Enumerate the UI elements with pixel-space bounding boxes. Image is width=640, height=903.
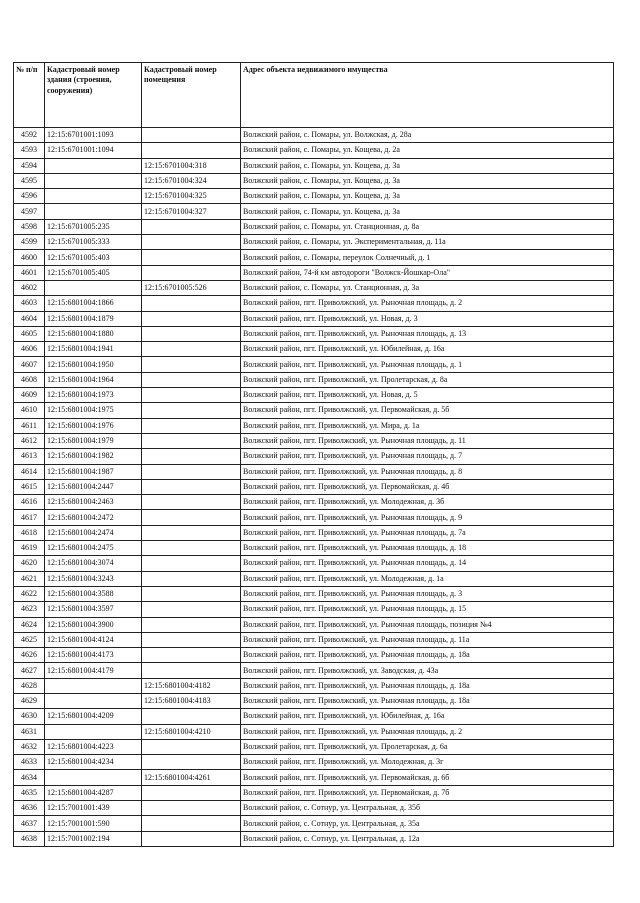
room-cadastral-cell (142, 495, 241, 510)
address-cell: Волжский район, пгт. Приволжский, ул. Рыночная площадь, д. 2 (241, 296, 614, 311)
address-cell: Волжский район, пгт. Приволжский, ул. Рыночная площадь, д. 7 (241, 449, 614, 464)
table-row (14, 693, 614, 708)
row-number: 4619 (14, 541, 45, 556)
building-cadastral-cell (45, 770, 142, 785)
room-cadastral-cell: 12:15:6801004:4183 (142, 693, 241, 708)
table-row (14, 648, 614, 663)
table-row (14, 663, 614, 678)
table-row (14, 158, 614, 173)
building-cadastral-cell: 12:15:6801004:1879 (45, 311, 142, 326)
building-cadastral-cell: 12:15:6801004:3074 (45, 556, 142, 571)
table-row (14, 173, 614, 188)
address-cell: Волжский район, пгт. Приволжский, ул. Молодежная, д. 1а (241, 571, 614, 586)
table-row (14, 280, 614, 295)
row-number: 4612 (14, 433, 45, 448)
address-cell: Волжский район, с. Помары, ул. Станционная, д. 3а (241, 280, 614, 295)
room-cadastral-cell (142, 525, 241, 540)
room-cadastral-cell: 12:15:6801004:4261 (142, 770, 241, 785)
building-cadastral-cell: 12:15:6801004:1973 (45, 388, 142, 403)
address-cell: Волжский район, пгт. Приволжский, ул. Мира, д. 1а (241, 418, 614, 433)
table-row (14, 770, 614, 785)
address-cell: Волжский район, 74-й км автодороги "Волжск-Йошкар-Ола" (241, 265, 614, 280)
address-cell: Волжский район, с. Помары, ул. Кощева, д. 3а (241, 204, 614, 219)
address-cell: Волжский район, пгт. Приволжский, ул. Рыночная площадь, д. 13 (241, 326, 614, 341)
room-cadastral-cell: 12:15:6701004:325 (142, 189, 241, 204)
table-row (14, 632, 614, 647)
address-cell: Волжский район, пгт. Приволжский, ул. Рыночная площадь, д. 9 (241, 510, 614, 525)
row-number: 4634 (14, 770, 45, 785)
row-number: 4625 (14, 632, 45, 647)
room-cadastral-cell: 12:15:6801004:4182 (142, 678, 241, 693)
table-row (14, 709, 614, 724)
building-cadastral-cell: 12:15:6801004:4287 (45, 785, 142, 800)
table-row (14, 418, 614, 433)
building-cadastral-cell (45, 280, 142, 295)
table-row (14, 602, 614, 617)
table-row (14, 586, 614, 601)
row-number: 4601 (14, 265, 45, 280)
building-cadastral-cell: 12:15:6801004:4124 (45, 632, 142, 647)
table-row (14, 143, 614, 158)
room-cadastral-cell (142, 433, 241, 448)
table-row (14, 250, 614, 265)
table-row (14, 449, 614, 464)
address-cell: Волжский район, пгт. Приволжский, ул. Рыночная площадь, д. 18 (241, 541, 614, 556)
room-cadastral-cell (142, 571, 241, 586)
address-cell: Волжский район, пгт. Приволжский, ул. Рыночная площадь, позиция №4 (241, 617, 614, 632)
address-cell: Волжский район, пгт. Приволжский, ул. Юбилейная, д. 16а (241, 709, 614, 724)
header-building-cadastral: Кадастровый номер здания (строения, сооружения) (45, 63, 142, 128)
building-cadastral-cell: 12:15:6701005:403 (45, 250, 142, 265)
building-cadastral-cell: 12:15:7001002:194 (45, 831, 142, 846)
room-cadastral-cell (142, 755, 241, 770)
row-number: 4620 (14, 556, 45, 571)
row-number: 4618 (14, 525, 45, 540)
table-row (14, 495, 614, 510)
room-cadastral-cell: 12:15:6801004:4210 (142, 724, 241, 739)
address-cell: Волжский район, пгт. Приволжский, ул. Молодежная, д. 3г (241, 755, 614, 770)
room-cadastral-cell: 12:15:6701005:526 (142, 280, 241, 295)
table-row (14, 617, 614, 632)
room-cadastral-cell: 12:15:6701004:327 (142, 204, 241, 219)
building-cadastral-cell: 12:15:6801004:1975 (45, 403, 142, 418)
table-row (14, 235, 614, 250)
address-cell: Волжский район, с. Сотнур, ул. Центральная, д. 35б (241, 801, 614, 816)
room-cadastral-cell (142, 617, 241, 632)
header-number: № п/п (14, 63, 45, 128)
address-cell: Волжский район, с. Помары, ул. Кощева, д. 3а (241, 189, 614, 204)
table-row (14, 755, 614, 770)
room-cadastral-cell: 12:15:6701004:318 (142, 158, 241, 173)
address-cell: Волжский район, с. Помары, ул. Кощева, д. 3а (241, 173, 614, 188)
room-cadastral-cell (142, 265, 241, 280)
building-cadastral-cell: 12:15:7001001:439 (45, 801, 142, 816)
row-number: 4599 (14, 235, 45, 250)
document-page (13, 62, 613, 847)
building-cadastral-cell: 12:15:6701001:1094 (45, 143, 142, 158)
row-number: 4603 (14, 296, 45, 311)
address-cell: Волжский район, пгт. Приволжский, ул. Рыночная площадь, д. 8 (241, 464, 614, 479)
building-cadastral-cell: 12:15:6701005:333 (45, 235, 142, 250)
table-row (14, 510, 614, 525)
room-cadastral-cell (142, 128, 241, 143)
room-cadastral-cell (142, 342, 241, 357)
address-cell: Волжский район, с. Сотнур, ул. Центральная, д. 12а (241, 831, 614, 846)
building-cadastral-cell: 12:15:6801004:4234 (45, 755, 142, 770)
building-cadastral-cell: 12:15:6801004:1987 (45, 464, 142, 479)
address-cell: Волжский район, пгт. Приволжский, ул. Рыночная площадь, д. 18а (241, 678, 614, 693)
row-number: 4626 (14, 648, 45, 663)
table-row (14, 433, 614, 448)
building-cadastral-cell: 12:15:6801004:1950 (45, 357, 142, 372)
table-row (14, 219, 614, 234)
row-number: 4607 (14, 357, 45, 372)
building-cadastral-cell (45, 158, 142, 173)
table-row (14, 403, 614, 418)
address-cell: Волжский район, пгт. Приволжский, ул. Рыночная площадь, д. 3 (241, 586, 614, 601)
address-cell: Волжский район, пгт. Приволжский, ул. Заводская, д. 43а (241, 663, 614, 678)
row-number: 4617 (14, 510, 45, 525)
address-cell: Волжский район, с. Помары, ул. Кощева, д. 3а (241, 158, 614, 173)
building-cadastral-cell: 12:15:6801004:1979 (45, 433, 142, 448)
building-cadastral-cell: 12:15:6801004:2472 (45, 510, 142, 525)
building-cadastral-cell: 12:15:6801004:2475 (45, 541, 142, 556)
address-cell: Волжский район, пгт. Приволжский, ул. Первомайская, д. 7б (241, 785, 614, 800)
row-number: 4622 (14, 586, 45, 601)
row-number: 4592 (14, 128, 45, 143)
row-number: 4636 (14, 801, 45, 816)
table-row (14, 831, 614, 846)
room-cadastral-cell (142, 785, 241, 800)
building-cadastral-cell: 12:15:7001001:590 (45, 816, 142, 831)
address-cell: Волжский район, с. Помары, ул. Экспериментальная, д. 11а (241, 235, 614, 250)
table-row (14, 296, 614, 311)
table-row (14, 525, 614, 540)
address-cell: Волжский район, с. Помары, ул. Волжская, д. 28а (241, 128, 614, 143)
table-row (14, 311, 614, 326)
address-cell: Волжский район, пгт. Приволжский, ул. Юбилейная, д. 16а (241, 342, 614, 357)
table-row (14, 571, 614, 586)
room-cadastral-cell (142, 464, 241, 479)
address-cell: Волжский район, пгт. Приволжский, ул. Рыночная площадь, д. 18а (241, 648, 614, 663)
row-number: 4628 (14, 678, 45, 693)
table-row (14, 816, 614, 831)
building-cadastral-cell: 12:15:6801004:2463 (45, 495, 142, 510)
row-number: 4621 (14, 571, 45, 586)
table-row (14, 739, 614, 754)
room-cadastral-cell (142, 541, 241, 556)
building-cadastral-cell: 12:15:6801004:3597 (45, 602, 142, 617)
building-cadastral-cell: 12:15:6801004:4179 (45, 663, 142, 678)
row-number: 4596 (14, 189, 45, 204)
table-body (14, 128, 614, 847)
table-row (14, 479, 614, 494)
row-number: 4630 (14, 709, 45, 724)
building-cadastral-cell: 12:15:6801004:1964 (45, 372, 142, 387)
room-cadastral-cell (142, 479, 241, 494)
table-row (14, 265, 614, 280)
row-number: 4600 (14, 250, 45, 265)
building-cadastral-cell: 12:15:6801004:1866 (45, 296, 142, 311)
room-cadastral-cell (142, 556, 241, 571)
row-number: 4613 (14, 449, 45, 464)
room-cadastral-cell (142, 326, 241, 341)
table-row (14, 342, 614, 357)
address-cell: Волжский район, пгт. Приволжский, ул. Рыночная площадь, д. 14 (241, 556, 614, 571)
address-cell: Волжский район, с. Помары, переулок Солнечный, д. 1 (241, 250, 614, 265)
building-cadastral-cell: 12:15:6801004:4209 (45, 709, 142, 724)
row-number: 4611 (14, 418, 45, 433)
address-cell: Волжский район, пгт. Приволжский, ул. Молодежная, д. 3б (241, 495, 614, 510)
building-cadastral-cell (45, 693, 142, 708)
room-cadastral-cell (142, 739, 241, 754)
row-number: 4593 (14, 143, 45, 158)
building-cadastral-cell (45, 204, 142, 219)
address-cell: Волжский район, пгт. Приволжский, ул. Пролетарская, д. 8а (241, 372, 614, 387)
row-number: 4594 (14, 158, 45, 173)
row-number: 4638 (14, 831, 45, 846)
address-cell: Волжский район, пгт. Приволжский, ул. Рыночная площадь, д. 7а (241, 525, 614, 540)
table-row (14, 801, 614, 816)
building-cadastral-cell (45, 189, 142, 204)
row-number: 4602 (14, 280, 45, 295)
building-cadastral-cell: 12:15:6801004:3243 (45, 571, 142, 586)
row-number: 4632 (14, 739, 45, 754)
room-cadastral-cell (142, 219, 241, 234)
row-number: 4604 (14, 311, 45, 326)
row-number: 4629 (14, 693, 45, 708)
row-number: 4624 (14, 617, 45, 632)
table-header-row (14, 63, 614, 128)
address-cell: Волжский район, с. Помары, ул. Кощева, д. 2а (241, 143, 614, 158)
address-cell: Волжский район, пгт. Приволжский, ул. Новая, д. 5 (241, 388, 614, 403)
row-number: 4637 (14, 816, 45, 831)
row-number: 4598 (14, 219, 45, 234)
row-number: 4616 (14, 495, 45, 510)
room-cadastral-cell (142, 801, 241, 816)
table-row (14, 785, 614, 800)
table-row (14, 556, 614, 571)
address-cell: Волжский район, пгт. Приволжский, ул. Первомайская, д. 6б (241, 770, 614, 785)
building-cadastral-cell: 12:15:6801004:1982 (45, 449, 142, 464)
room-cadastral-cell (142, 418, 241, 433)
row-number: 4623 (14, 602, 45, 617)
table-row (14, 357, 614, 372)
address-cell: Волжский район, пгт. Приволжский, ул. Новая, д. 3 (241, 311, 614, 326)
table-row (14, 128, 614, 143)
address-cell: Волжский район, с. Сотнур, ул. Центральная, д. 35а (241, 816, 614, 831)
table-row (14, 372, 614, 387)
table-row (14, 388, 614, 403)
room-cadastral-cell (142, 602, 241, 617)
table-row (14, 724, 614, 739)
room-cadastral-cell (142, 632, 241, 647)
room-cadastral-cell: 12:15:6701004:324 (142, 173, 241, 188)
table-row (14, 541, 614, 556)
row-number: 4595 (14, 173, 45, 188)
row-number: 4605 (14, 326, 45, 341)
table-row (14, 326, 614, 341)
row-number: 4597 (14, 204, 45, 219)
building-cadastral-cell: 12:15:6701005:405 (45, 265, 142, 280)
address-cell: Волжский район, пгт. Приволжский, ул. Пролетарская, д. 6а (241, 739, 614, 754)
property-table (13, 62, 614, 847)
address-cell: Волжский район, пгт. Приволжский, ул. Рыночная площадь, д. 18а (241, 693, 614, 708)
address-cell: Волжский район, пгт. Приволжский, ул. Рыночная площадь, д. 15 (241, 602, 614, 617)
room-cadastral-cell (142, 372, 241, 387)
building-cadastral-cell: 12:15:6801004:2474 (45, 525, 142, 540)
room-cadastral-cell (142, 250, 241, 265)
table-row (14, 204, 614, 219)
room-cadastral-cell (142, 311, 241, 326)
room-cadastral-cell (142, 235, 241, 250)
building-cadastral-cell: 12:15:6701001:1093 (45, 128, 142, 143)
row-number: 4608 (14, 372, 45, 387)
table-row (14, 678, 614, 693)
room-cadastral-cell (142, 831, 241, 846)
row-number: 4627 (14, 663, 45, 678)
row-number: 4615 (14, 479, 45, 494)
room-cadastral-cell (142, 816, 241, 831)
room-cadastral-cell (142, 449, 241, 464)
room-cadastral-cell (142, 709, 241, 724)
address-cell: Волжский район, пгт. Приволжский, ул. Рыночная площадь, д. 11 (241, 433, 614, 448)
row-number: 4609 (14, 388, 45, 403)
header-room-cadastral: Кадастровый номер помещения (142, 63, 241, 128)
building-cadastral-cell: 12:15:6801004:3588 (45, 586, 142, 601)
building-cadastral-cell: 12:15:6801004:1976 (45, 418, 142, 433)
address-cell: Волжский район, пгт. Приволжский, ул. Первомайская, д. 4б (241, 479, 614, 494)
building-cadastral-cell: 12:15:6801004:1880 (45, 326, 142, 341)
row-number: 4610 (14, 403, 45, 418)
building-cadastral-cell: 12:15:6701005:235 (45, 219, 142, 234)
row-number: 4635 (14, 785, 45, 800)
building-cadastral-cell (45, 678, 142, 693)
building-cadastral-cell (45, 173, 142, 188)
room-cadastral-cell (142, 510, 241, 525)
building-cadastral-cell: 12:15:6801004:4223 (45, 739, 142, 754)
row-number: 4606 (14, 342, 45, 357)
row-number: 4631 (14, 724, 45, 739)
room-cadastral-cell (142, 296, 241, 311)
header-address: Адрес объекта недвижимого имущества (241, 63, 614, 128)
room-cadastral-cell (142, 357, 241, 372)
room-cadastral-cell (142, 143, 241, 158)
row-number: 4614 (14, 464, 45, 479)
address-cell: Волжский район, пгт. Приволжский, ул. Рыночная площадь, д. 11а (241, 632, 614, 647)
room-cadastral-cell (142, 586, 241, 601)
room-cadastral-cell (142, 648, 241, 663)
table-row (14, 189, 614, 204)
row-number: 4633 (14, 755, 45, 770)
table-row (14, 464, 614, 479)
room-cadastral-cell (142, 403, 241, 418)
address-cell: Волжский район, пгт. Приволжский, ул. Первомайская, д. 5б (241, 403, 614, 418)
address-cell: Волжский район, с. Помары, ул. Станционная, д. 8а (241, 219, 614, 234)
address-cell: Волжский район, пгт. Приволжский, ул. Рыночная площадь, д. 2 (241, 724, 614, 739)
building-cadastral-cell (45, 724, 142, 739)
building-cadastral-cell: 12:15:6801004:4173 (45, 648, 142, 663)
room-cadastral-cell (142, 663, 241, 678)
address-cell: Волжский район, пгт. Приволжский, ул. Рыночная площадь, д. 1 (241, 357, 614, 372)
room-cadastral-cell (142, 388, 241, 403)
building-cadastral-cell: 12:15:6801004:2447 (45, 479, 142, 494)
building-cadastral-cell: 12:15:6801004:1941 (45, 342, 142, 357)
building-cadastral-cell: 12:15:6801004:3900 (45, 617, 142, 632)
